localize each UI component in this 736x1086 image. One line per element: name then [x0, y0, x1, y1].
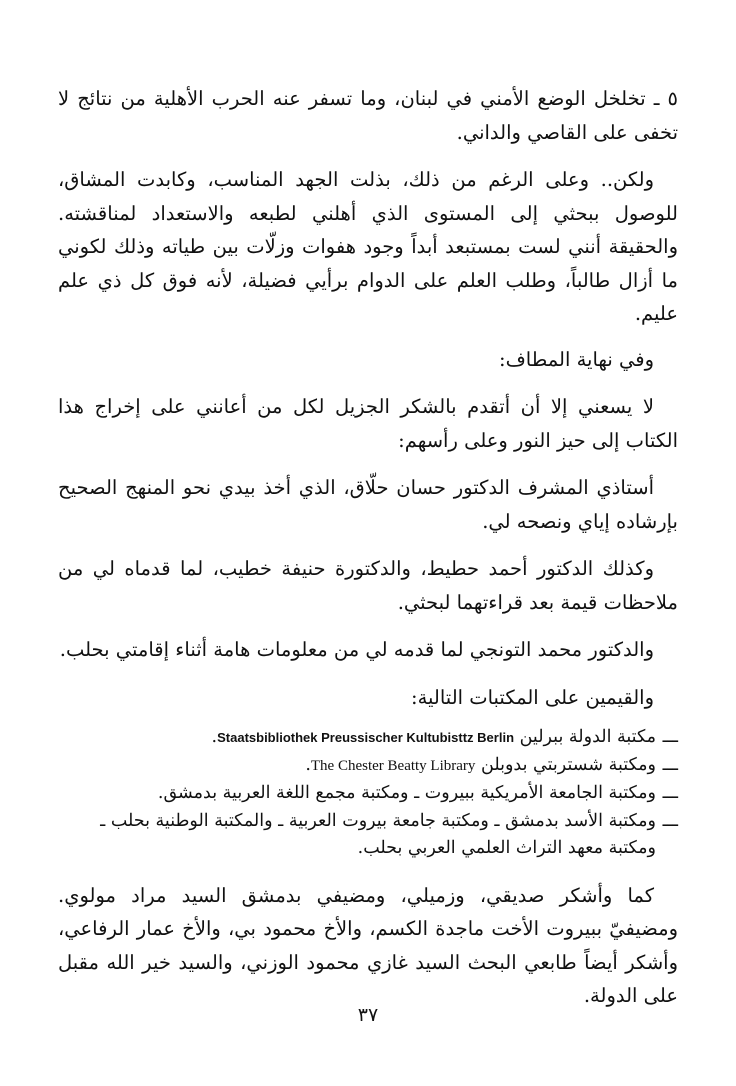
thanks-paragraph: لا يسعني إلا أن أتقدم بالشكر الجزيل لكل من أعانني على إخراج هذا الكتاب إلى حيز النور وعلى رأسهم:	[58, 395, 678, 452]
list-item: ـــ ومكتبة شستربتي بدوبلن The Chester Beatty Library.	[58, 752, 678, 781]
list-item	[58, 780, 678, 808]
library-name-en: The Chester Beatty Library	[310, 757, 476, 774]
list-dash: ـــ	[662, 783, 678, 803]
page-number: ٣٧	[357, 1004, 379, 1026]
tounji-paragraph: والدكتور محمد التونجي لما قدمه لي من معلومات هامة أثناء إقامتي بحلب.	[59, 638, 654, 661]
library-name-ar: ومكتبة شستربتي بدوبلن	[481, 754, 656, 775]
list-dash: ـــ	[662, 754, 678, 775]
but-paragraph: ولكن.. وعلى الرغم من ذلك، بذلت الجهد المناسب، وكابدت المشاق، للوصول ببحثي إلى المستوى الذي أهلني لطبعه والاستعداد لمناقشته. والحقيقة أنني لست بمستبعد أبداً وجود هفوات وزلّات بين طياته وذلك لكوني ما أزال طالباً، وطلب العلم على الدوام برأيي فضيلة، لأنه فوق كل ذي علم عليم.	[58, 168, 678, 325]
libraries-list	[58, 724, 678, 863]
library-name-en: Staatsbibliothek Preussischer Kultubisttz Berlin	[217, 730, 515, 745]
friends-paragraph: كما وأشكر صديقي، وزميلي، ومضيفي بدمشق السيد مراد مولوي. ومضيفيّ ببيروت الأخت ماجدة الكسم، والأخ محمود بي، والأخ عمار الرفاعي، وأشكر أيضاً طابعي البحث السيد غازي محمود الوزني، والسيد خير الله مقبل على الدولة.	[58, 883, 678, 1007]
library-names: ومكتبة الأسد بدمشق ـ ومكتبة جامعة بيروت العربية ـ والمكتبة الوطنية بحلب ـ	[100, 810, 656, 831]
list-item: ـــ مكتبة الدولة ببرلين Staatsbibliothek Preussischer Kultubisttz Berlin.	[58, 724, 678, 752]
point-5-paragraph: ٥ ـ تخلخل الوضع الأمني في لبنان، وما تسفر عنه الحرب الأهلية من نتائج لا تخفى على القاصي والداني.	[58, 87, 678, 144]
library-name-ar: مكتبة الدولة ببرلين	[519, 727, 656, 747]
list-item	[58, 808, 678, 863]
library-names-continued: ومكتبة معهد التراث العلمي العربي بحلب.	[357, 838, 656, 858]
list-dash: ـــ	[662, 810, 678, 831]
end-paragraph: وفي نهاية المطاف:	[499, 347, 654, 371]
libraries-intro: والقيمين على المكتبات التالية:	[411, 685, 654, 709]
supervisor-paragraph: أستاذي المشرف الدكتور حسان حلّاق، الذي أخذ بيدي نحو المنهج الصحيح بإرشاده إياي ونصحه لي.	[58, 476, 678, 533]
list-dash: ـــ	[662, 727, 678, 747]
library-names: ومكتبة الجامعة الأمريكية ببيروت ـ ومكتبة مجمع اللغة العربية بدمشق.	[157, 783, 656, 803]
hatit-paragraph: وكذلك الدكتور أحمد حطيط، والدكتورة حنيفة خطيب، لما قدماه لي من ملاحظات قيمة بعد قراءتهما لبحثي.	[58, 557, 678, 614]
